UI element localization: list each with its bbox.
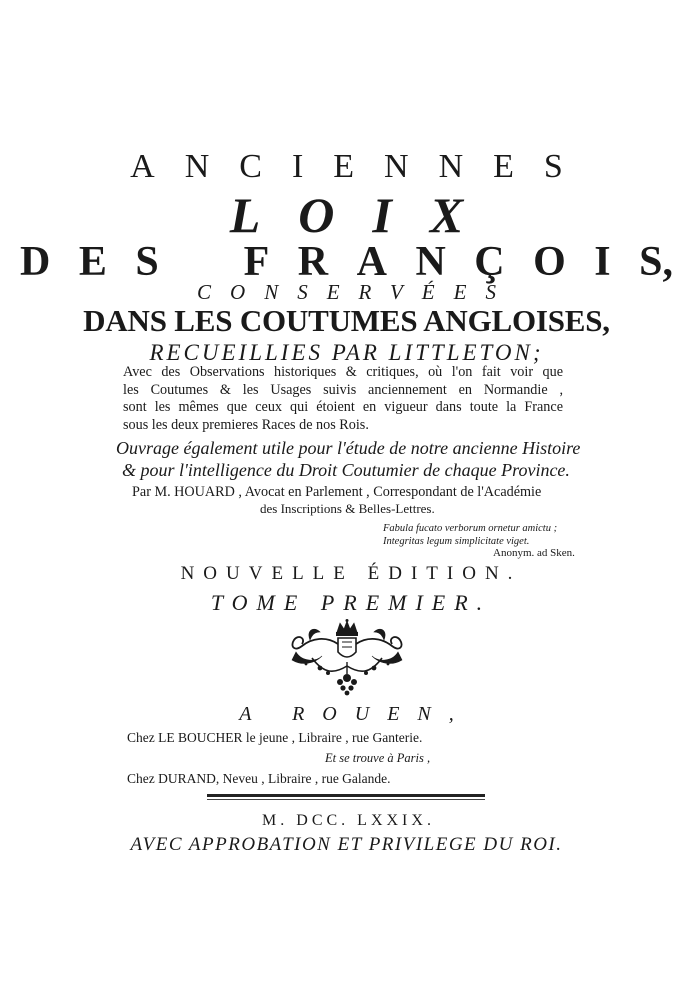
description-line: sont les mêmes que ceux qui étoient en vigueur dans toute la France xyxy=(123,399,563,415)
publication-date: M. DCC. LXXIX. xyxy=(262,812,435,829)
imprint-city: A ROUEN, xyxy=(239,703,472,725)
title-line-conservees: CONSERVÉES xyxy=(197,280,515,304)
epigraph-line: Integritas legum simplicitate viget. xyxy=(383,535,530,547)
title-letter: I xyxy=(594,239,611,285)
utility-line: & pour l'intelligence du Droit Coutumier de chaque Province. xyxy=(122,460,570,480)
utility-paragraph xyxy=(116,437,581,481)
description-line: les Coutumes & les Usages suivis anciennement en Normandie , xyxy=(123,381,563,398)
imprint-also-found: Et se trouve à Paris , xyxy=(325,751,431,765)
title-letter: O xyxy=(533,239,566,285)
title-line-anciennes: ANCIENNES xyxy=(130,148,593,185)
title-line-littleton: RECUEILLIES PAR LITTLETON; xyxy=(149,340,544,365)
description-paragraph xyxy=(123,364,563,434)
imprint-publisher-2: Chez DURAND, Neveu , Libraire , rue Galande. xyxy=(127,771,391,786)
title-letter: A xyxy=(356,239,387,285)
edition-line: NOUVELLE ÉDITION. xyxy=(180,563,522,584)
title-line-coutumes: DANS LES COUTUMES ANGLOISES, xyxy=(83,303,610,338)
description-line: Avec des Observations historiques & critiques, où l'on fait voir que xyxy=(123,364,563,380)
title-letter: R xyxy=(297,239,329,285)
title-letter: E xyxy=(78,239,107,285)
epigraph-line: Fabula fucato verborum ornetur amictu ; xyxy=(383,523,558,534)
author-affiliation: des Inscriptions & Belles-Lettres. xyxy=(260,501,435,516)
title-letter: F xyxy=(243,239,270,285)
utility-line: Ouvrage également utile pour l'étude de notre ancienne Histoire xyxy=(116,438,581,458)
title-letter: Ç xyxy=(474,239,505,285)
epigraph xyxy=(383,523,557,548)
double-rule-thick xyxy=(207,794,485,797)
title-line-loix: LOIX xyxy=(229,187,502,243)
title-letter: S, xyxy=(639,239,673,285)
title-letter: S xyxy=(135,239,159,285)
fleuron-ornament-icon xyxy=(282,618,412,698)
author-line: Par M. HOUARD , Avocat en Parlement , Correspondant de l'Académie xyxy=(132,484,542,500)
title-line-des-francois xyxy=(20,238,673,286)
royal-privilege: AVEC APPROBATION ET PRIVILEGE DU ROI. xyxy=(130,834,563,855)
double-rule-thin xyxy=(207,799,485,800)
title-letter: D xyxy=(20,239,51,285)
volume-line: TOME PREMIER. xyxy=(210,590,492,615)
imprint-publisher-1: Chez LE BOUCHER le jeune , Libraire , rue Ganterie. xyxy=(127,730,423,745)
title-letter: N xyxy=(415,239,446,285)
word-gap xyxy=(187,238,215,286)
epigraph-attribution: Anonym. ad Sken. xyxy=(493,547,575,559)
description-line: sous les deux premieres Races de nos Rois. xyxy=(123,416,369,433)
